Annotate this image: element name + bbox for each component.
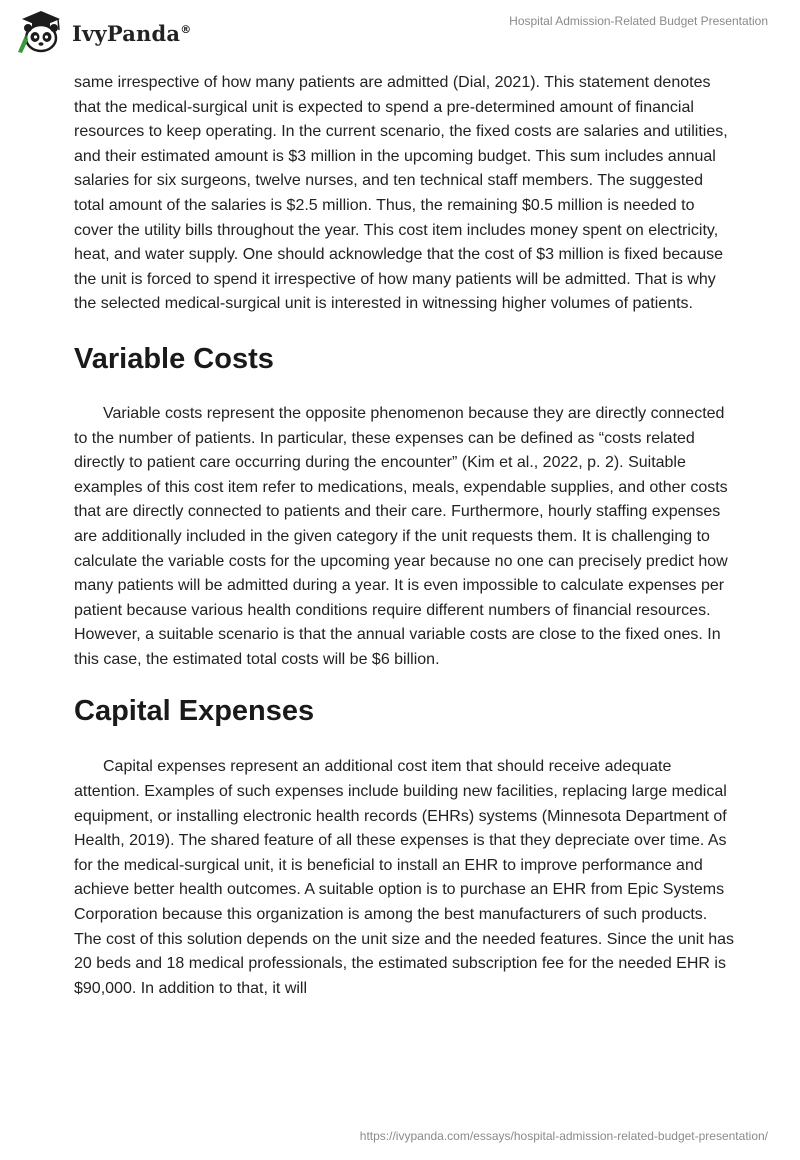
essay-content xyxy=(74,71,734,1001)
variable-costs-paragraph: Variable costs represent the opposite phenomenon because they are directly connected to the number of patients. In particular, these expenses can be defined as “costs related directly to patient care occurring during the encounter” (Kim et al., 2022, p. 2). Suitable examples of this cost item refer to medications, meals, expendable supplies, and other costs that are directly connected to patients and their care. Furthermore, hourly staffing expenses are additionally included in the given category if the unit requests them. It is challenging to calculate the variable costs for the upcoming year because no one can precisely predict how many patients will be admitted during a year. It is even impossible to calculate expenses per patient because various health conditions require different numbers of financial resources. However, a suitable scenario is that the annual variable costs are close to the fixed ones. In this case, the estimated total costs will be $6 billion. xyxy=(74,404,728,668)
capital-expenses-paragraph: Capital expenses represent an additional cost item that should receive adequate attention. Examples of such expenses include building new facilities, replacing large medical equipment, or installing electronic health records (EHRs) systems (Minnesota Department of Health, 2019). The shared feature of all these expenses is that they depreciate over time. As for the medical-surgical unit, it is beneficial to install an EHR to improve performance and achieve better health outcomes. A suitable option is to purchase an EHR from Epic Systems Corporation because this organization is among the best manufacturers of such products. The cost of this solution depends on the unit size and the needed features. Since the unit has 20 beds and 18 medical professionals, the estimated subscription fee for the needed EHR is $90,000. In addition to that, it will xyxy=(74,758,734,997)
source-url-link[interactable]: https://ivypanda.com/essays/hospital-admission-related-budget-presentation/ xyxy=(359,1129,768,1143)
panda-logo-icon xyxy=(14,8,68,54)
document-title: Hospital Admission-Related Budget Presentation xyxy=(509,14,768,28)
registered-mark: ® xyxy=(180,22,192,36)
page-header xyxy=(0,0,800,60)
intro-paragraph: same irrespective of how many patients are admitted (Dial, 2021). This statement denotes that the medical-surgical unit is expected to spend a pre-determined amount of financial resources to keep operating. In the current scenario, the fixed costs are salaries and utilities, and their estimated amount is $3 million in the upcoming budget. This sum includes annual salaries for six surgeons, twelve nurses, and ten technical staff members. The suggested total amount of the salaries is $2.5 million. Thus, the remaining $0.5 million is needed to cover the utility bills throughout the year. This cost item includes money spent on electricity, heat, and water supply. One should acknowledge that the cost of $3 million is fixed because the unit is forced to spend it irrespective of how many patients will be admitted. That is why the selected medical-surgical unit is interested in witnessing higher volumes of patients. xyxy=(74,74,728,313)
variable-costs-heading: Variable Costs xyxy=(74,342,274,375)
brand-name: IvyPanda® xyxy=(72,20,192,46)
capital-expenses-heading: Capital Expenses xyxy=(74,695,315,728)
logo[interactable] xyxy=(14,8,191,54)
